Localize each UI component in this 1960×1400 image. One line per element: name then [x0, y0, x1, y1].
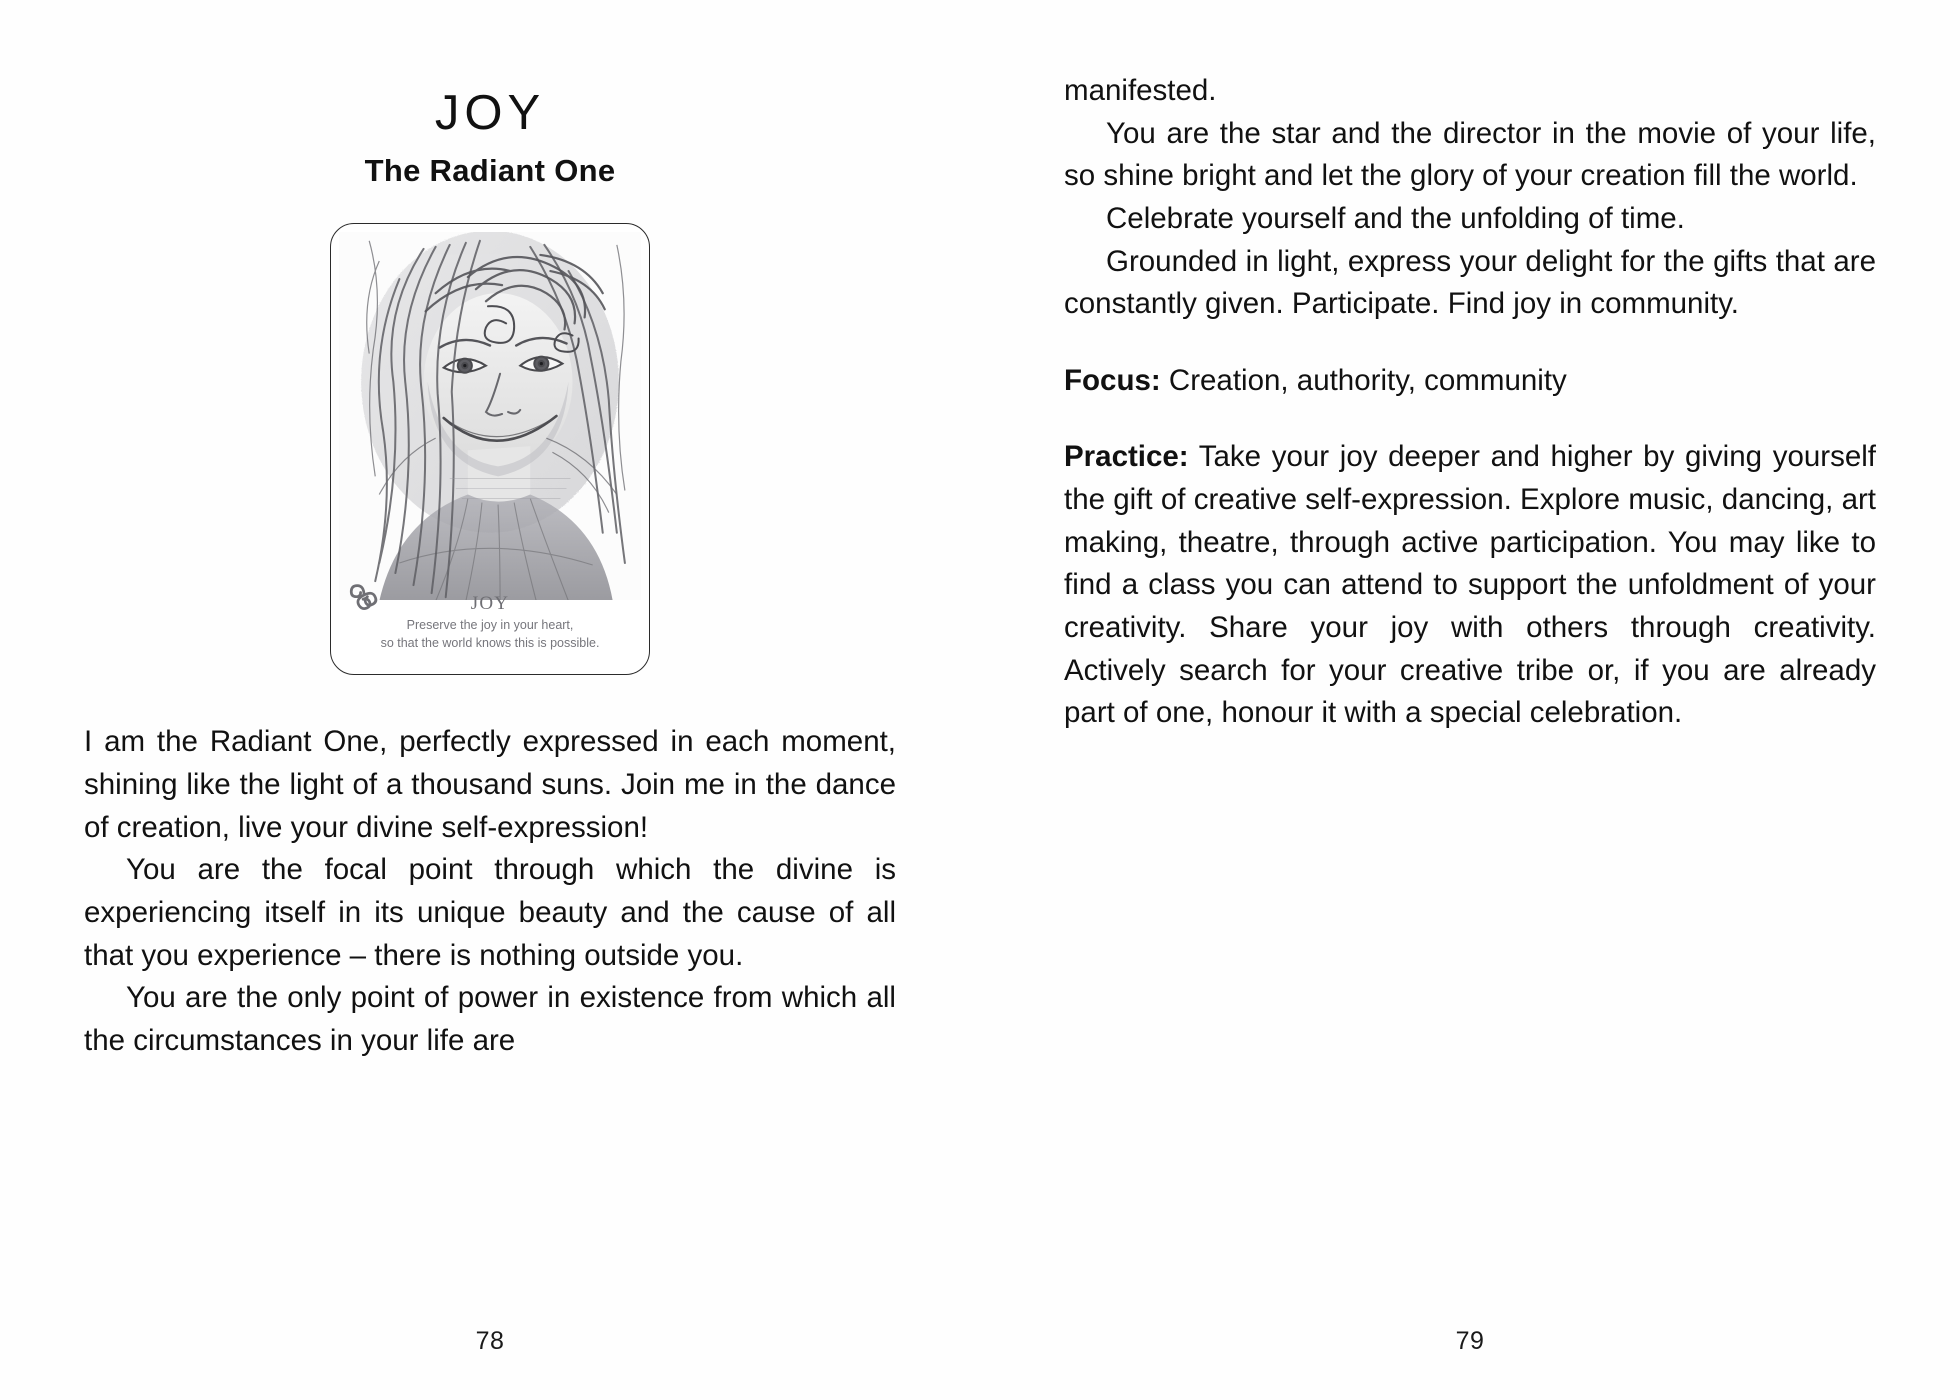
- focus-text: Creation, authority, community: [1160, 363, 1567, 397]
- card-illustration: [339, 232, 641, 600]
- triskelion-spiral-icon: [347, 578, 381, 612]
- right-paragraph-3: Celebrate yourself and the unfolding of time.: [1106, 201, 1685, 235]
- card-footer: [331, 592, 649, 668]
- practice-label: Practice:: [1064, 440, 1189, 474]
- oracle-card: [330, 223, 650, 675]
- right-paragraph-2: You are the star and the director in the movie of your life, so shine bright and let the glory of your creation fill the world.: [1064, 116, 1876, 193]
- page-number-right: 79: [1455, 1327, 1485, 1355]
- page-title: JOY: [434, 86, 546, 140]
- card-word: JOY: [470, 593, 510, 615]
- practice-block: [1064, 436, 1876, 734]
- right-paragraph-4: Grounded in light, express your delight for the gifts that are constantly given. Participate. Find joy in community.: [1064, 244, 1876, 321]
- left-paragraph-3: You are the only point of power in existence from which all the circumstances in your life are: [84, 981, 896, 1057]
- card-caption-line-2: so that the world knows this is possible.: [380, 635, 600, 650]
- left-paragraph-2: You are the focal point through which the divine is experiencing itself in its unique beauty and the cause of all that you experience – there is nothing outside you.: [84, 853, 896, 972]
- right-page: [980, 0, 1960, 1400]
- right-paragraph-1: manifested.: [1064, 74, 1217, 107]
- practice-text: Take your joy deeper and higher by giving yourself the gift of creative self-expression. Explore music, dancing, art making, theatre, through active participation. You may like to find a class you can attend to support the unfoldment of your creativity. Share your joy with others through creativity. Actively search for your creative tribe or, if you are already part of one, honour it with a special celebration.: [1064, 440, 1876, 730]
- focus-label: Focus:: [1064, 363, 1161, 397]
- card-caption-line-1: Preserve the joy in your heart,: [406, 618, 574, 633]
- focus-block: [1064, 360, 1876, 403]
- page-number-left: 78: [475, 1327, 505, 1355]
- page-subtitle: The Radiant One: [364, 153, 616, 189]
- left-paragraph-1: I am the Radiant One, perfectly expressed in each moment, shining like the light of a thousand suns. Join me in the dance of creation, live your divine self-expression!: [84, 725, 896, 844]
- oracle-card-container: [84, 223, 896, 675]
